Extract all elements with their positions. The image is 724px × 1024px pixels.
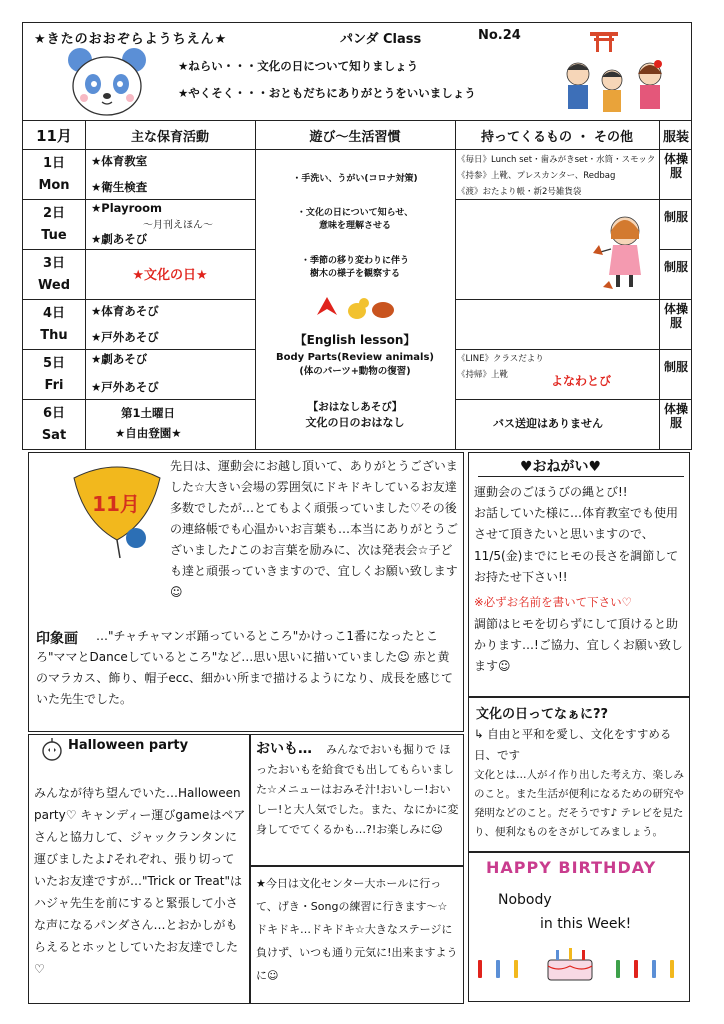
request-warning: ※必ずお名前を書いて下さい♡ [474, 595, 632, 609]
no-bus-notice: バス送迎はありません [493, 417, 603, 430]
activity: ★戸外あそび [91, 380, 159, 394]
activity: ★体育あそび [91, 304, 159, 318]
line-note: 《LINE》クラスだより [457, 354, 544, 364]
bring-home: 《持帰》上靴 [457, 370, 509, 380]
culture-day-activity: ★文化の日★ [132, 268, 208, 283]
culture-center-text: ★今日は文化センター大ホールに行って、げき・Songの練習に行きます～☆ ドキドキ…ドキドキ☆大きなステージに負けず、いつも通り元気に!出来ますように☺ [256, 877, 458, 982]
day-number: 1日 [42, 156, 66, 171]
candle-icon [478, 960, 482, 978]
day-number: 5日 [42, 356, 66, 371]
uniform-cell: 制服 [663, 210, 688, 224]
uniform-header: 服装 [662, 129, 689, 145]
bring-daily: 《毎日》Lunch set・歯みがきset・水筒・スモック [457, 155, 656, 165]
ginkgo-month-label: 11月 [92, 492, 140, 516]
activity: ★自由登園★ [115, 426, 182, 440]
play-item: ・手洗い、うがい(コロナ対策) [292, 174, 418, 184]
english-lesson-title: 【English lesson】 [294, 333, 416, 347]
message-text: 先日は、運動会にお越し頂いて、ありがとうございました☆大きい会場の雰囲気にドキドキしているお友達多数でしたが…とてもよく頑張っていました♡その後の連絡帳でも心温かいお言葉も…本当にありがとうございました♪このお言葉を励みに、次は発表会☆子ども達と頑張っていきますので、宜しくお願い致します☺ [170, 459, 459, 599]
request-line: お話していた様に…体育教室でも使用させて頂きたいと思いますので、 [474, 506, 679, 541]
activity: ★劇あそび [91, 352, 148, 366]
kids-shichigosan-icon [560, 30, 680, 118]
halloween-text: みんなが待ち望んでいた…Halloween party♡ キャンディー運びgameはペアさんと協力して、ジャックランタンに運びましたよ♪それぞれ、張り切っていたお友達ですが…"Trick or Treat"は ハジャ先生を前にすると緊張して小さな声になるパンダさん…とおかしがもらえるとホッとしていたお友達でした♡ [34, 786, 246, 976]
day-of-week: Sat [41, 428, 67, 443]
activity: ★劇あそび [91, 232, 148, 246]
play-item: 意味を理解させる [318, 221, 391, 231]
culture-day-title: 文化の日ってなぁに?? [476, 707, 609, 722]
uniform-cell: 体操服 [663, 402, 688, 430]
jump-rope-note: よなわとび [551, 374, 612, 388]
handout-items: 《渡》おたより帳・新2号雑貨袋 [457, 187, 582, 197]
birthday-title: HAPPY BIRTHDAY [486, 858, 657, 877]
girl-autumn-icon [589, 209, 655, 295]
request-title: ♥おねがい♥ [520, 459, 602, 475]
pumpkin-icon [40, 738, 64, 762]
request-line: 調節はヒモを切らずにして頂けると助かります…!ご協力、宜しくお願い致します☺ [474, 617, 683, 673]
autumn-leaves-icon [313, 293, 397, 323]
sweet-potato-text: みんなでおいも掘りで ほったおいもを給食でも出してもらいました☆メニューはおみそ汁!おいしー!おいしー!と大人気でした。また、なにかに変身してでてくるかも…?!お楽しみに☺ [256, 743, 459, 836]
sweet-potato-title: おいも… [256, 741, 312, 757]
uniform-cell: 制服 [663, 360, 688, 374]
request-title-rule [478, 476, 684, 477]
day-of-week: Tue [41, 228, 67, 243]
day-of-week: Wed [38, 278, 70, 293]
goal-text: ★ねらい・・・文化の日について知りましょう [178, 59, 419, 73]
activity-sub: ～月刊えほん～ [143, 220, 213, 231]
request-line: 運動会のごほうびの縄とび!! [474, 485, 628, 499]
day-number: 4日 [42, 306, 66, 321]
weekly-schedule-table [22, 120, 692, 450]
class-label: パンダ Class [340, 32, 422, 47]
request-line: 11/5(金)までにヒモの長さを調節してお持たせ下さい!! [474, 549, 679, 584]
play-header: 遊び～生活習慣 [309, 129, 401, 145]
candle-icon [634, 960, 638, 978]
impression-label: 印象画 [36, 631, 78, 647]
uniform-cell: 体操服 [663, 152, 688, 180]
play-item: ・文化の日について知らせ、 [296, 208, 414, 218]
uniform-cell: 制服 [663, 260, 688, 274]
bring-items: 《持参》上靴、プレスカンター、Redbag [457, 171, 616, 181]
panda-icon [62, 44, 152, 118]
play-item: ・季節の移り変わりに伴う [300, 256, 409, 266]
month-label: 11月 [36, 126, 72, 145]
impression-text: …"チャチャマンボ踊っているところ"かけっこ1番になったところ"ママとDanceしているところ"など…思い思いに描いていました☺ 赤と黄のマラカス、飾り、帽子ecc、細かい所まで描けるようになり、成長を感じていた先生でした。 [36, 629, 453, 706]
uniform-cell: 体操服 [663, 302, 688, 330]
day-of-week: Mon [38, 178, 70, 193]
activity: ★Playroom [91, 201, 163, 215]
story-time-line: 文化の日のおはなし [305, 416, 405, 429]
day-number: 3日 [42, 256, 66, 271]
halloween-title: Halloween party [68, 738, 189, 753]
day-number: 2日 [42, 206, 66, 221]
activity: ★体育教室 [91, 154, 148, 168]
english-lesson-line: (体のパーツ+動物の復習) [299, 366, 411, 377]
day-number: 6日 [42, 406, 66, 421]
items-header: 持ってくるもの ・ その他 [480, 129, 634, 145]
candle-icon [652, 960, 656, 978]
birthday-cake-icon [540, 940, 600, 986]
day-of-week: Thu [40, 328, 68, 343]
birthday-line: in this Week! [540, 916, 632, 932]
activity: 第1土曜日 [121, 406, 176, 420]
candle-icon [514, 960, 518, 978]
activity: ★戸外あそび [91, 330, 159, 344]
culture-day-line: 文化とは…人がイ作り出した考え方、楽しみのこと。また生活が便利になるための研究や発明などのこと。だそうです♪ テレビを見たり、便利なものをさがしてみましょう。 [474, 769, 684, 838]
issue-number: No.24 [478, 28, 521, 43]
promise-text: ★やくそく・・・おともだちにありがとうをいいましょう [178, 86, 476, 100]
play-item: 樹木の様子を観察する [309, 269, 400, 279]
story-time-title: 【おはなしあそび】 [307, 401, 403, 413]
birthday-line: Nobody [498, 892, 552, 908]
activities-header: 主な保育活動 [130, 129, 209, 145]
culture-day-line: ↳ 自由と平和を愛し、文化をすすめる日、です [474, 727, 672, 762]
english-lesson-line: Body Parts(Review animals) [275, 352, 435, 363]
day-of-week: Fri [44, 378, 64, 393]
candle-icon [670, 960, 674, 978]
activity: ★衛生検査 [91, 180, 148, 194]
candle-icon [496, 960, 500, 978]
school-name: ★きたのおおぞらようちえん★ [34, 32, 228, 47]
candle-icon [616, 960, 620, 978]
